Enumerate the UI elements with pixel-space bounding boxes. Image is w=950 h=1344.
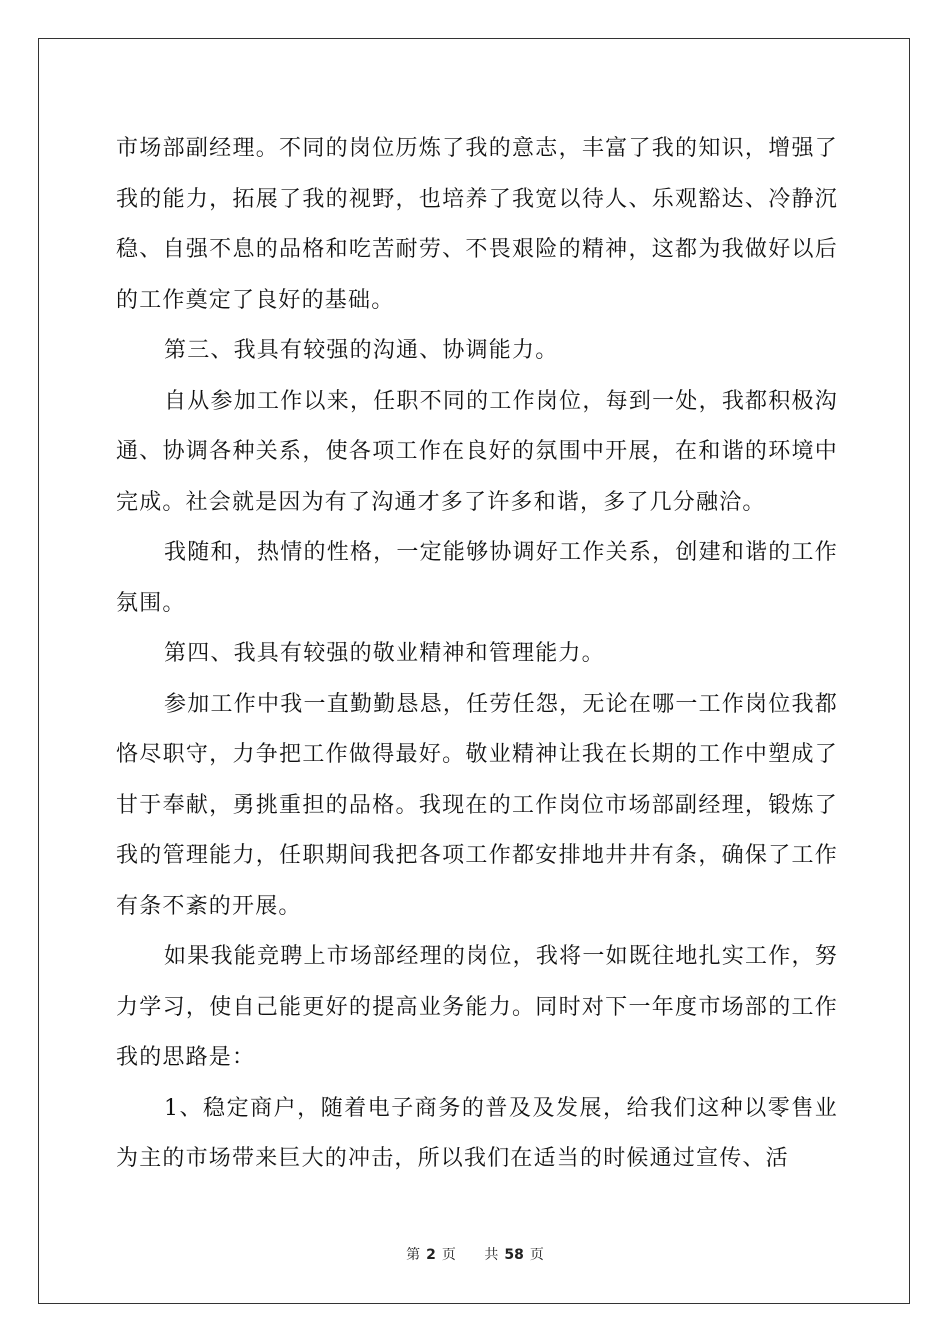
- page-footer: [0, 1244, 950, 1264]
- paragraph: 1、稳定商户，随着电子商务的普及及发展，给我们这种以零售业为主的市场带来巨大的冲击，所以我们在适当的时候通过宣传、活: [116, 1095, 838, 1171]
- paragraph: 如果我能竞聘上市场部经理的岗位，我将一如既往地扎实工作，努力学习，使自己能更好的提高业务能力。同时对下一年度市场部的工作我的思路是：: [116, 944, 838, 1070]
- paragraph: 第四、我具有较强的敬业精神和管理能力。: [164, 641, 605, 666]
- total-pages-indicator: 共 58 页: [484, 1247, 544, 1263]
- paragraph: 参加工作中我一直勤勤恳恳，任劳任怨，无论在哪一工作岗位我都恪尽职守，力争把工作做得最好。敬业精神让我在长期的工作中塑成了甘于奉献，勇挑重担的品格。我现在的工作岗位市场部副经理，锻炼了我的管理能力，任职期间我把各项工作都安排地井井有条，确保了工作有条不紊的开展。: [116, 691, 838, 919]
- page-indicator: 第 2 页: [406, 1247, 456, 1263]
- paragraph: 自从参加工作以来，任职不同的工作岗位，每到一处，我都积极沟通、协调各种关系，使各项工作在良好的氛围中开展，在和谐的环境中完成。社会就是因为有了沟通才多了许多和谐，多了几分融洽。: [116, 388, 838, 515]
- document-body: [116, 124, 838, 1185]
- paragraph: 市场部副经理。不同的岗位历炼了我的意志，丰富了我的知识，增强了我的能力，拓展了我的视野，也培养了我宽以待人、乐观豁达、冷静沉稳、自强不息的品格和吃苦耐劳、不畏艰险的精神，这都为我做好以后的工作奠定了良好的基础。: [116, 136, 838, 313]
- paragraph: 第三、我具有较强的沟通、协调能力。: [164, 338, 559, 363]
- paragraph: 我随和，热情的性格，一定能够协调好工作关系，创建和谐的工作氛围。: [116, 540, 838, 616]
